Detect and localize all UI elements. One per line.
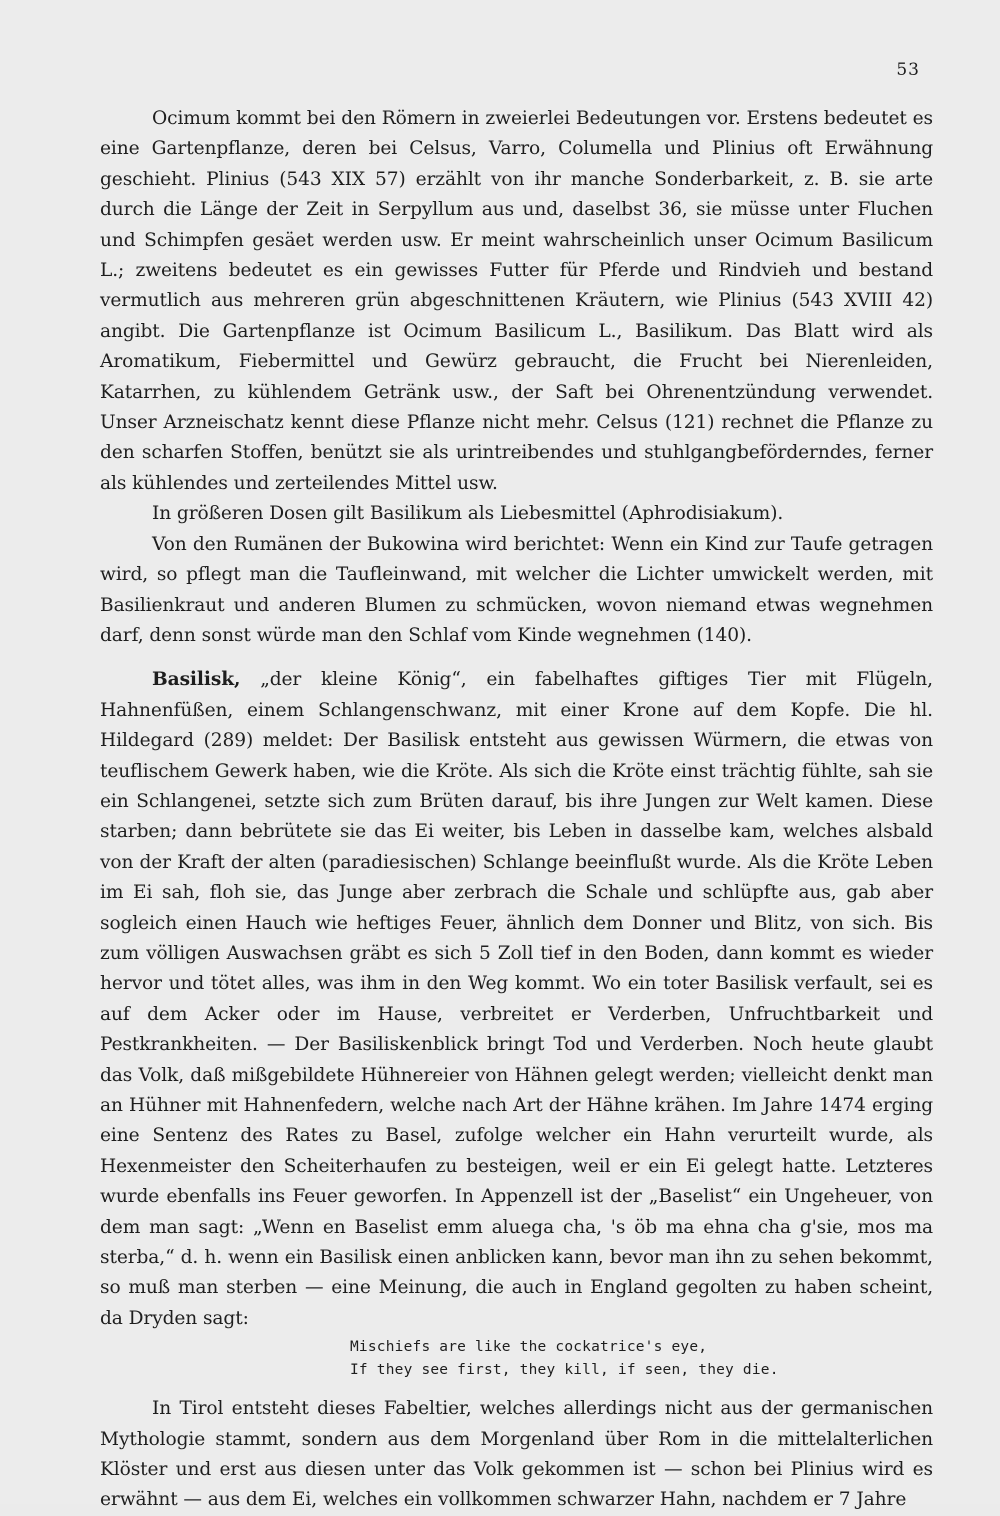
basilisk-entry-text: „der kleine König“, ein fabelhaftes giftiges Tier mit Flügeln, Hahnenfüßen, einem Schlangenschwanz, mit einer Krone auf dem Kopfe. Die hl. Hildegard (289) meldet: Der Basilisk entsteht aus gewissen Würmern, die etwas von teuflischem Gewerk haben, wie die Kröte. Als sich die Kröte einst trächtig fühlte, sah sie ein Schlangenei, setzte sich zum Brüten darauf, bis ihre Jungen zur Welt kamen. Diese starben; dann bebrütete sie das Ei weiter, bis Leben in dasselbe kam, welches alsbald von der Kraft der alten (paradiesischen) Schlange beeinflußt wurde. Als die Kröte Leben im Ei sah, floh sie, das Junge aber zerbrach die Schale und schlüpfte aus, gab aber sogleich einen Hauch wie heftiges Feuer, ähnlich dem Donner und Blitz, von sich. Bis zum völligen Auswachsen gräbt es sich 5 Zoll tief in den Boden, dann kommt es wieder hervor und tötet alles, was ihm in den Weg kommt. Wo ein toter Basilisk verfault, sei es auf dem Acker oder im Hause, verbreitet er Verderben, Unfruchtbarkeit und Pestkrankheiten. — Der Basiliskenblick bringt Tod und Verderben. Noch heute glaubt das Volk, daß mißgebildete Hühnereier von Hähnen gelegt werden; vielleicht denkt man an Hühner mit Hahnenfedern, welche nach Art der Hähne krähen. Im Jahre 1474 erging eine Sentenz des Rates zu Basel, zufolge welcher ein Hahn verurteilt wurde, als Hexenmeister den Scheiterhaufen zu besteigen, weil er ein Ei gelegt hatte. Letzteres wurde ebenfalls ins Feuer geworfen. In Appenzell ist der „Baselist“ ein Ungeheuer, von dem man sagt: „Wenn en Baselist emm aluega cha, 's öb ma ehna cha g'sie, mos ma sterba,“ d. h. wenn ein Basilisk einen anblicken kann, bevor man ihn zu sehen bekommt, so muß man sterben — eine Meinung, die auch in England gegolten zu haben scheint, da Dryden sagt: [100,669,933,1329]
dryden-quote [350,1336,933,1382]
bukowina-paragraph: Von den Rumänen der Bukowina wird berichtet: Wenn ein Kind zur Taufe getragen wird, so pflegt man die Taufleinwand, mit welcher die Lichter umwickelt werden, mit Basilienkraut und anderen Blumen zu schmücken, wovon niemand etwas wegnehmen darf, denn sonst würde man den Schlaf vom Kinde wegnehmen (140). [100,533,933,646]
basilikum-dose-paragraph: In größeren Dosen gilt Basilikum als Liebesmittel (Aphrodisiakum). [152,503,784,525]
tirol-paragraph: In Tirol entsteht dieses Fabeltier, welches allerdings nicht aus der germanischen Mythologie stammt, sondern aus dem Morgenland über Rom in die mittelalterlichen Klöster und erst aus diesen unter das Volk gekommen ist — schon bei Plinius wird es erwähnt — aus dem Ei, welches ein vollkommen schwarzer Hahn, nachdem er 7 Jahre [100,1398,933,1511]
page-number: 53 [896,60,920,80]
basilisk-entry [100,665,933,1334]
ocimum-paragraph: Ocimum kommt bei den Römern in zweierlei Bedeutungen vor. Erstens bedeutet es eine Gartenpflanze, deren bei Celsus, Varro, Columella und Plinius oft Erwähnung geschieht. Plinius (543 XIX 57) erzählt von ihr manche Sonderbarkeit, z. B. sie arte durch die Länge der Zeit in Serpyllum aus und, daselbst 36, sie müsse unter Fluchen und Schimpfen gesäet werden usw. Er meint wahrscheinlich unser Ocimum Basilicum L.; zweitens bedeutet es ein gewisses Futter für Pferde und Rindvieh und bestand vermutlich aus mehreren grün abgeschnittenen Kräutern, wie Plinius (543 XVIII 42) angibt. Die Gartenpflanze ist Ocimum Basilicum L., Basilikum. Das Blatt wird als Aromatikum, Fiebermittel und Gewürz gebraucht, die Frucht bei Nierenleiden, Katarrhen, zu kühlendem Getränk usw., der Saft bei Ohrenentzündung verwendet. Unser Arzneischatz kennt diese Pflanze nicht mehr. Celsus (121) rechnet die Pflanze zu den scharfen Stoffen, benützt sie als urintreibendes und stuhlgangbeförderndes, ferner als kühlendes und zerteilendes Mittel usw. [100,108,933,494]
basilisk-headword: Basilisk, [152,669,241,691]
verse-line: If they see first, they kill, if seen, they die. [350,1362,779,1379]
verse-line: Mischiefs are like the cockatrice's eye, [350,1339,708,1356]
body-text [100,104,933,1516]
